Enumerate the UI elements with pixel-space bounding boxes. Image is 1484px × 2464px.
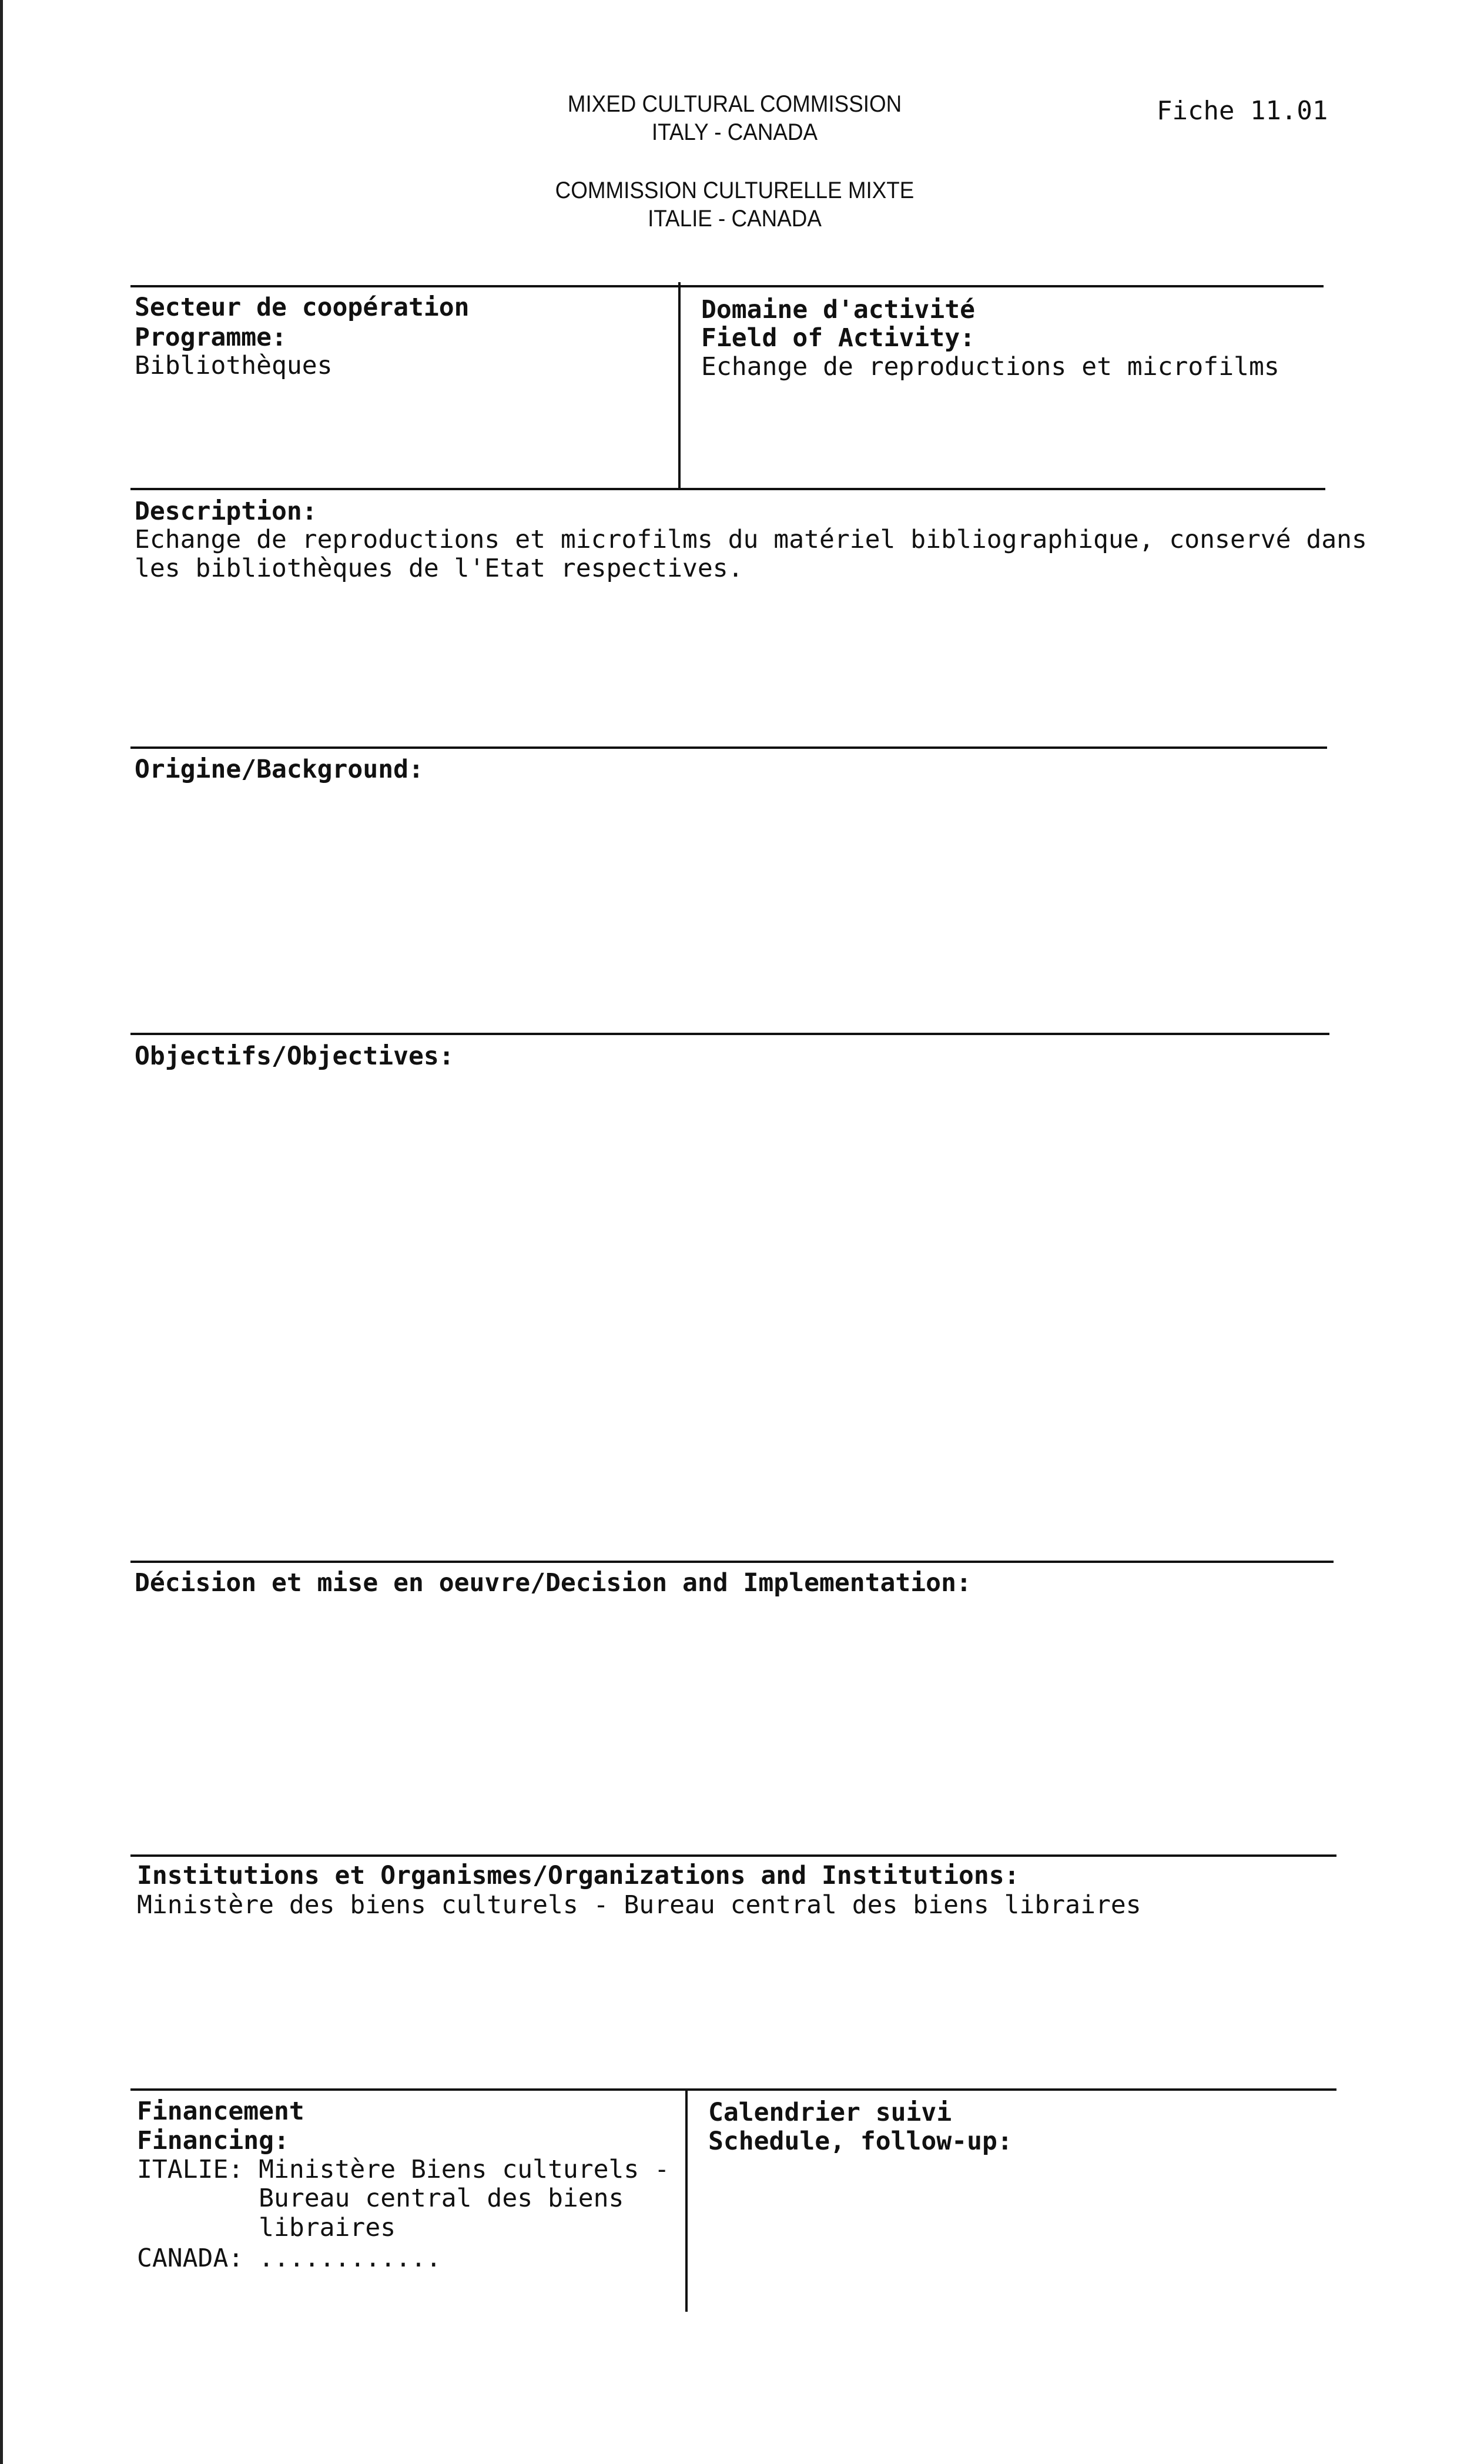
financement-label: Financement (137, 2097, 304, 2126)
secteur-label: Secteur de coopération (135, 293, 470, 322)
rule-top-box (130, 285, 1324, 287)
financing-canada: CANADA: ............ (137, 2244, 441, 2273)
fiche-number: Fiche 11.01 (1157, 96, 1328, 126)
decision-label: Décision et mise en oeuvre/Decision and Implementation: (135, 1568, 972, 1598)
origine-label: Origine/Background: (135, 755, 424, 784)
financing-italie-line-1: ITALIE: Ministère Biens culturels - (137, 2155, 670, 2184)
financing-label: Financing: (137, 2126, 289, 2155)
objectifs-label: Objectifs/Objectives: (135, 1042, 454, 1071)
schedule-label: Schedule, follow-up: (708, 2127, 1013, 2156)
rule-origine (130, 746, 1327, 749)
rule-decision (130, 1561, 1334, 1563)
page-left-edge (0, 0, 3, 2464)
header-subtitle-fr: ITALIE - CANADA (648, 206, 822, 232)
programme-label: Programme: (135, 323, 287, 352)
financing-italie-line-3: libraires (137, 2213, 396, 2242)
rule-financement-divider (685, 2088, 688, 2312)
field-of-activity-value: Echange de reproductions et microfilms (701, 352, 1279, 381)
description-line-2: les bibliothèques de l'Etat respectives. (135, 554, 743, 583)
rule-institutions (130, 1854, 1336, 1857)
header-subtitle-en: ITALY - CANADA (651, 119, 818, 145)
rule-financement (130, 2088, 1336, 2091)
header-title-en: MIXED CULTURAL COMMISSION (567, 91, 902, 117)
institutions-value: Ministère des biens culturels - Bureau central des biens libraires (137, 1890, 1141, 1920)
institutions-label: Institutions et Organismes/Organizations and Institutions: (137, 1861, 1020, 1890)
field-of-activity-label: Field of Activity: (701, 323, 975, 353)
rule-objectifs (130, 1033, 1329, 1035)
header-title-fr: COMMISSION CULTURELLE MIXTE (555, 178, 914, 203)
rule-secteur-divider (678, 282, 681, 488)
description-line-1: Echange de reproductions et microfilms du matériel bibliographique, conservé dans (135, 525, 1367, 554)
domaine-label: Domaine d'activité (701, 295, 975, 324)
description-label: Description: (135, 497, 317, 526)
programme-value: Bibliothèques (135, 351, 333, 380)
financing-italie-line-2: Bureau central des biens (137, 2184, 624, 2213)
calendrier-label: Calendrier suivi (708, 2098, 952, 2127)
rule-description (130, 488, 1325, 490)
